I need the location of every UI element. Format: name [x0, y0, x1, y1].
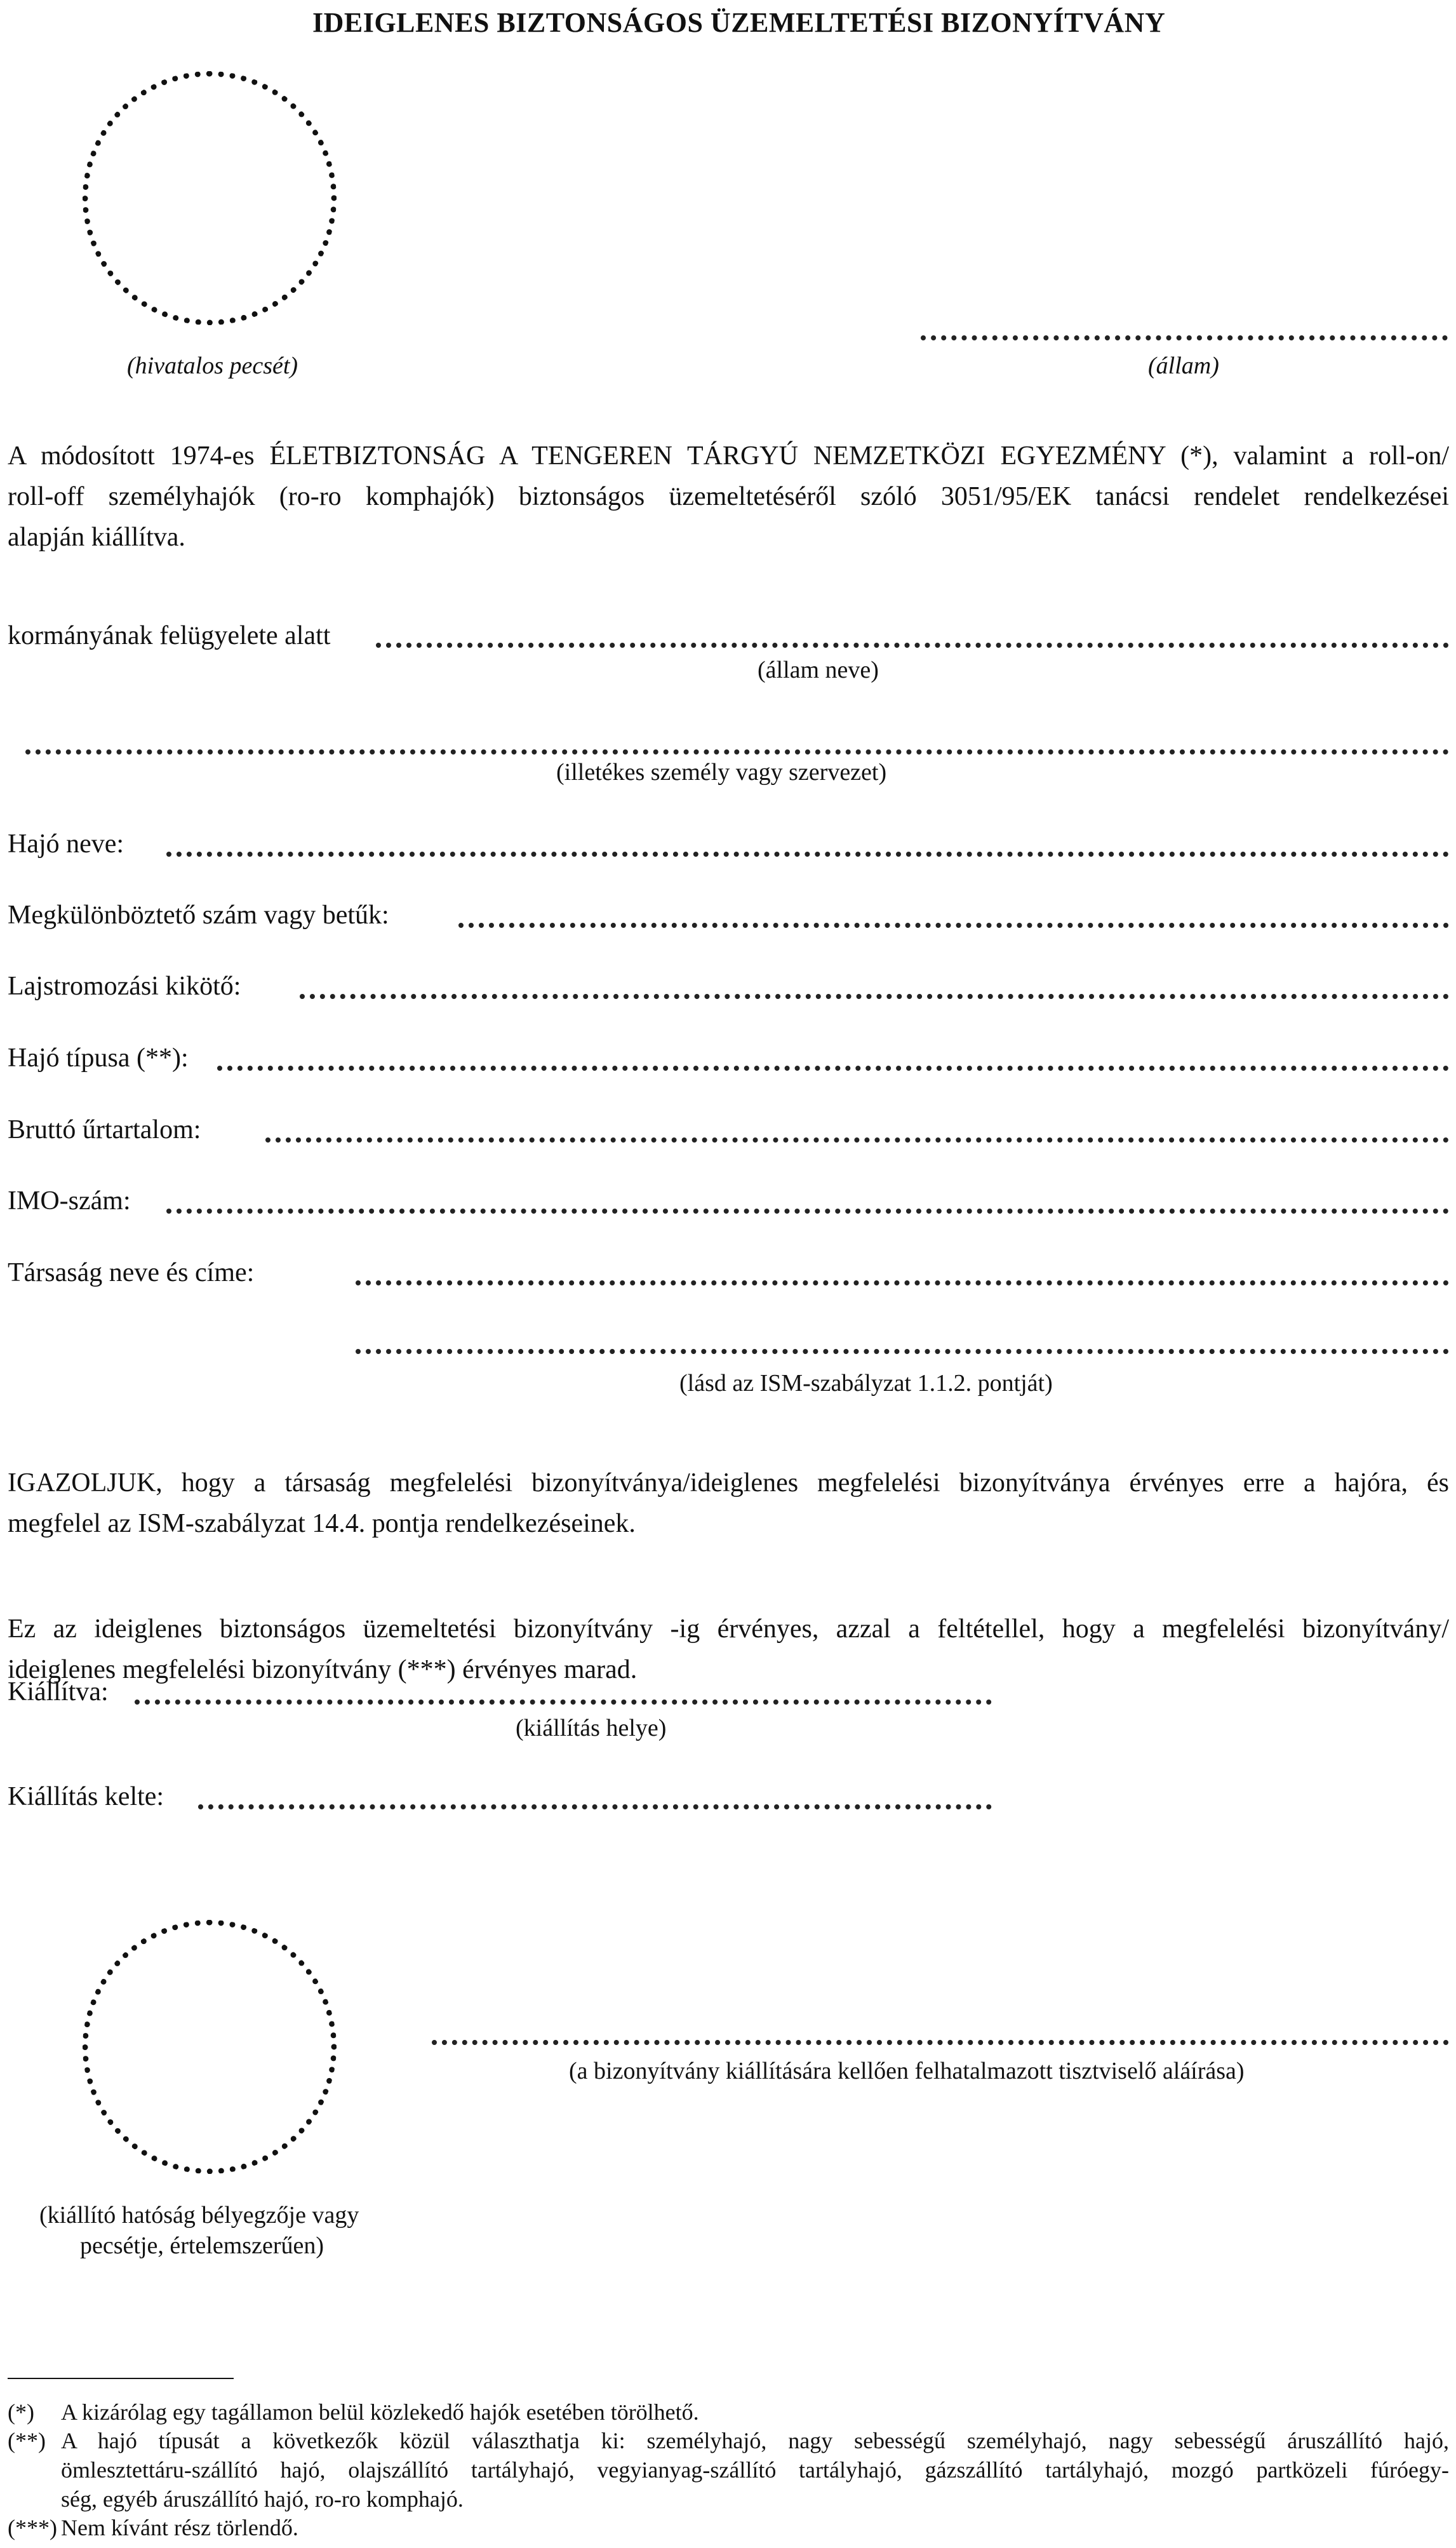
- gross-tonnage-label: Bruttó űrtartalom:: [8, 1115, 201, 1144]
- distinctive-number-label: Megkülönböztető szám vagy betűk:: [8, 901, 389, 930]
- signature-blank-line[interactable]: [432, 2040, 1449, 2045]
- state-name-caption: (állam neve): [758, 657, 879, 683]
- ship-name-label: Hajó neve:: [8, 829, 124, 859]
- intro-line: A módosított 1974-es ÉLETBIZTONSÁG A TENGEREN TÁRGYÚ NEMZETKÖZI EGYEZMÉNY (*), valamint a roll-on/: [8, 441, 1449, 471]
- issue-date-blank-line[interactable]: [198, 1804, 992, 1809]
- gross-tonnage-blank-line[interactable]: [265, 1137, 1449, 1143]
- footnote-separator: [8, 2378, 234, 2379]
- official-seal-circle: [83, 71, 337, 325]
- government-blank-line[interactable]: [376, 643, 1449, 648]
- port-of-registry-label: Lajstromozási kikötő:: [8, 972, 241, 1001]
- authority-caption: (illetékes személy vagy szervezet): [556, 759, 887, 786]
- company-label: Társaság neve és címe:: [8, 1258, 255, 1287]
- footnote-text: [61, 2513, 1449, 2542]
- signature-caption: (a bizonyítvány kiállítására kellően felhatalmazott tisztviselő aláírása): [569, 2058, 1245, 2084]
- company-blank-line-2[interactable]: [356, 1349, 1449, 1354]
- ship-type-blank-line[interactable]: [217, 1066, 1449, 1071]
- seal-caption-line: pecsétje, értelemszerűen): [80, 2232, 324, 2259]
- seal-caption-line: (kiállító hatóság bélyegzője vagy: [39, 2202, 359, 2229]
- imo-number-blank-line[interactable]: [166, 1209, 1449, 1214]
- certify-line: megfelel az ISM-szabályzat 14.4. pontja rendelkezéseinek.: [8, 1509, 636, 1538]
- footnote-line: A kizárólag egy tagállamon belül közlekedő hajók esetében törölhető.: [61, 2399, 699, 2425]
- state-caption: (állam): [1148, 352, 1219, 379]
- issue-date-label: Kiállítás kelte:: [8, 1782, 164, 1811]
- footnote-line: Nem kívánt rész törlendő.: [61, 2515, 298, 2540]
- official-seal-caption: (hivatalos pecsét): [127, 352, 298, 379]
- authority-blank-line[interactable]: [25, 749, 1449, 754]
- issued-place-caption: (kiállítás helye): [516, 1715, 667, 1741]
- intro-line: alapján kiállítva.: [8, 523, 185, 552]
- footnote-line: ömlesztettáru-szállító hajó, olajszállító tartályhajó, vegyianyag-szállító tartályhajó, gázszállító tartályhajó, mozgó partközeli fúróegy-: [61, 2457, 1449, 2483]
- intro-paragraph: [8, 436, 1449, 558]
- port-of-registry-blank-line[interactable]: [300, 994, 1449, 999]
- validity-line: Ez az ideiglenes biztonságos üzemeltetési bizonyítvány -ig érvényes, azzal a feltétellel, hogy a megfelelési bizonyítvány/: [8, 1614, 1449, 1644]
- footnote-line: ség, egyéb áruszállító hajó, ro-ro komphajó.: [61, 2486, 464, 2512]
- footnote-mark: (***): [8, 2515, 57, 2540]
- ship-type-label: Hajó típusa (**):: [8, 1043, 189, 1073]
- intro-line: roll-off személyhajók (ro-ro komphajók) biztonságos üzemeltetéséről szóló 3051/95/EK tanácsi rendelet rendelkezései: [8, 482, 1449, 511]
- footnote-mark: (*): [8, 2399, 34, 2425]
- ship-name-blank-line[interactable]: [166, 852, 1449, 857]
- distinctive-number-blank-line[interactable]: [458, 923, 1449, 928]
- issued-at-blank-line[interactable]: [135, 1700, 992, 1705]
- certify-paragraph: [8, 1463, 1449, 1544]
- issued-at-label: Kiállítva:: [8, 1677, 109, 1706]
- imo-number-label: IMO-szám:: [8, 1186, 131, 1216]
- footnote-text: [61, 2426, 1449, 2514]
- footnote-text: [61, 2397, 1449, 2427]
- footnote-line: A hajó típusát a következők közül választhatja ki: személyhajó, nagy sebességű személyhajó, nagy sebességű áruszállító hajó,: [61, 2428, 1449, 2453]
- validity-line: ideiglenes megfelelési bizonyítvány (***) érvényes marad.: [8, 1655, 638, 1684]
- issuing-authority-seal-circle: [83, 1920, 337, 2174]
- state-blank-line[interactable]: [921, 335, 1448, 340]
- government-label: kormányának felügyelete alatt: [8, 621, 331, 650]
- ism-caption: (lásd az ISM-szabályzat 1.1.2. pontját): [679, 1370, 1053, 1397]
- footnote-mark: (**): [8, 2428, 46, 2453]
- validity-paragraph: [8, 1609, 1449, 1690]
- certify-line: IGAZOLJUK, hogy a társaság megfelelési bizonyítványa/ideiglenes megfelelési bizonyítványa érvényes erre a hajóra, és: [8, 1468, 1449, 1498]
- company-blank-line-1[interactable]: [356, 1280, 1449, 1285]
- certificate-title: IDEIGLENES BIZTONSÁGOS ÜZEMELTETÉSI BIZONYÍTVÁNY: [312, 7, 1166, 38]
